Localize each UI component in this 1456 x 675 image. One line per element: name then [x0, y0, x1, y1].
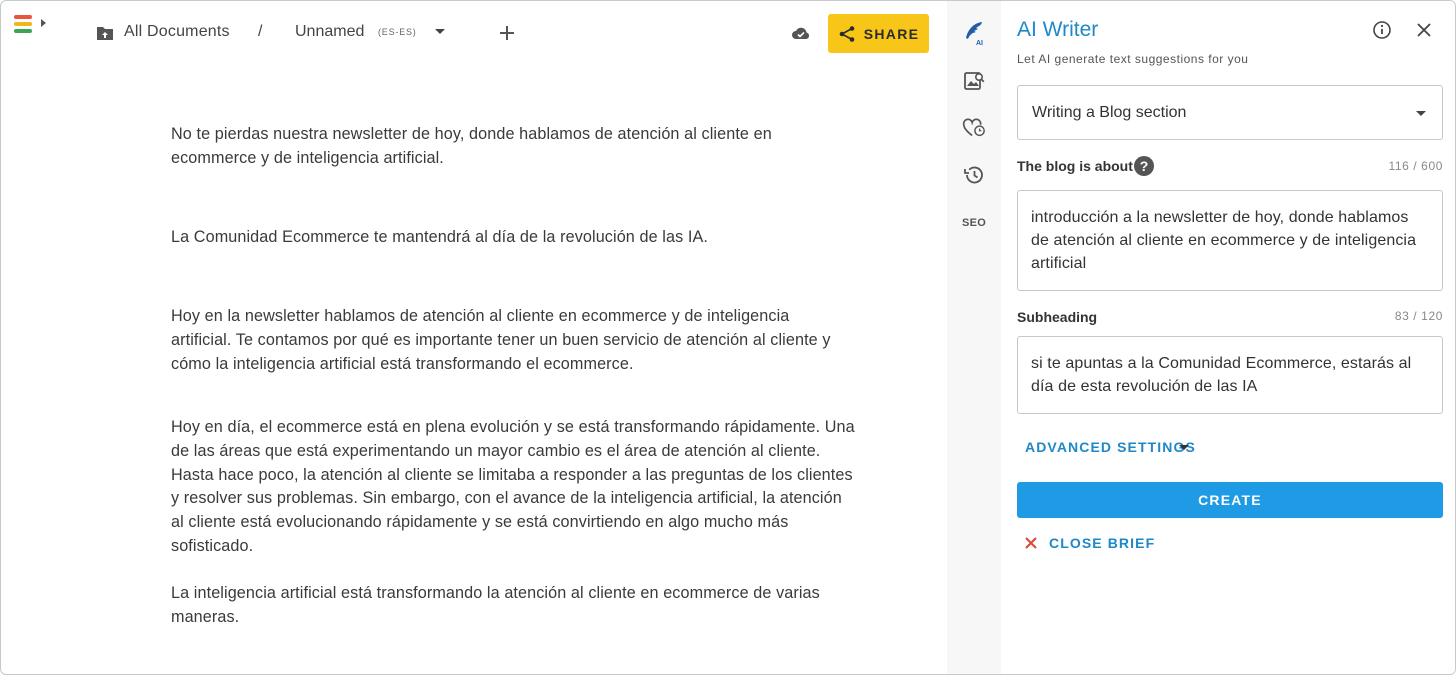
create-button[interactable]: CREATE: [1017, 482, 1443, 518]
add-document-plus-icon[interactable]: [497, 23, 517, 43]
panel-subtitle: Let AI generate text suggestions for you: [1017, 52, 1249, 66]
svg-text:AI: AI: [976, 40, 983, 46]
seo-icon[interactable]: [962, 211, 986, 235]
ai-writer-panel: [1001, 1, 1456, 675]
blog-about-textarea[interactable]: introducción a la newsletter de hoy, donde hablamos de atención al cliente en ecommerce y de inteligencia artificial: [1017, 190, 1443, 291]
subheading-textarea[interactable]: si te apuntas a la Comunidad Ecommerce, estarás al día de esta revolución de las IA: [1017, 336, 1443, 414]
advanced-settings-caret-icon[interactable]: [1179, 445, 1189, 450]
doc-paragraph[interactable]: No te pierdas nuestra newsletter de hoy, donde hablamos de atención al cliente en ecommerce y de inteligencia artificial.: [171, 125, 772, 167]
subheading-label: Subheading: [1017, 309, 1098, 325]
history-icon[interactable]: [962, 163, 986, 187]
folder-icon: [95, 23, 115, 43]
seo-label: SEO: [961, 217, 987, 229]
tool-rail: [947, 1, 1001, 675]
document-language: (ES-ES): [378, 27, 417, 37]
share-button-label: SHARE: [863, 25, 920, 42]
ai-writer-quill-icon[interactable]: [962, 21, 986, 45]
image-search-icon[interactable]: [962, 69, 986, 93]
document-editor[interactable]: [171, 123, 861, 630]
subheading-char-count: 83 / 120: [1394, 309, 1443, 323]
doc-paragraph[interactable]: Hoy en la newsletter hablamos de atención al cliente en ecommerce y de inteligencia artificial. Te contamos por qué es importante tener un buen servicio de atención al cliente y cómo la inteligencia artificial está transformando el ecommerce.: [171, 307, 831, 373]
help-icon[interactable]: ?: [1134, 156, 1154, 176]
doc-paragraph[interactable]: La Comunidad Ecommerce te mantendrá al día de la revolución de las IA.: [171, 228, 708, 247]
share-icon: [838, 25, 856, 43]
writing-mode-select[interactable]: [1017, 85, 1443, 140]
cloud-saved-icon: [791, 25, 811, 41]
doc-paragraph[interactable]: La inteligencia artificial está transformando la atención al cliente en ecommerce de varias maneras.: [171, 584, 820, 627]
close-brief-button[interactable]: CLOSE BRIEF: [1049, 535, 1156, 551]
blog-about-label: The blog is about: [1017, 158, 1133, 174]
writing-mode-value: Writing a Blog section: [1032, 104, 1187, 121]
share-button[interactable]: [828, 14, 929, 53]
document-menu-chevron-icon[interactable]: [435, 29, 445, 34]
chevron-down-icon: [1416, 111, 1426, 116]
logo-caret-icon[interactable]: [41, 19, 46, 27]
document-name[interactable]: Unnamed: [295, 23, 365, 40]
panel-title: AI Writer: [1017, 18, 1099, 41]
favorites-clock-icon[interactable]: [962, 116, 986, 140]
advanced-settings-toggle[interactable]: ADVANCED SETTINGS: [1025, 439, 1196, 455]
doc-paragraph[interactable]: Hoy en día, el ecommerce está en plena evolución y se está transformando rápidamente. Una de las áreas que está experimentando un mayor cambio es el área de atención al cliente. Hasta hace poco, la atención al cliente se limitaba a responder a las preguntas de los clientes y resolver sus problemas. Sin embargo, con el avance de la inteligencia artificial, la atención al cliente está evolucionando rápidamente y se está convirtiendo en algo mucho más sofisticado.: [171, 418, 855, 555]
close-brief-x-icon[interactable]: [1023, 535, 1039, 551]
breadcrumb-all-documents[interactable]: All Documents: [124, 23, 230, 40]
app-logo-icon[interactable]: [14, 15, 36, 35]
blog-about-char-count: 116 / 600: [1388, 159, 1443, 173]
close-panel-icon[interactable]: [1414, 20, 1434, 40]
breadcrumb-separator: /: [258, 23, 263, 40]
info-icon[interactable]: [1372, 20, 1392, 40]
